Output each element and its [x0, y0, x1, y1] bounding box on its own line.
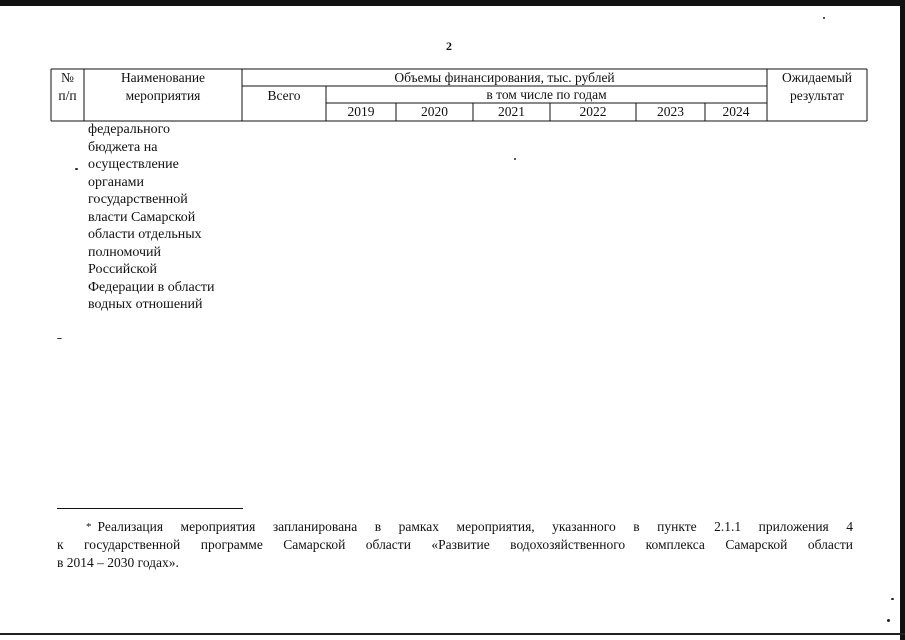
header-result-line2: результат — [789, 88, 845, 103]
footnote-line — [57, 536, 853, 554]
measure-name-line: водных отношений — [88, 297, 203, 312]
measure-name-line: Федерации в области — [88, 279, 215, 295]
header-name-line2: мероприятия — [125, 88, 201, 103]
footnote-line — [57, 554, 853, 572]
header-year-2020: 2020 — [421, 104, 448, 119]
header-name-line1: Наименование — [120, 70, 206, 85]
measure-name-continued — [88, 121, 248, 314]
footnote-marker: * — [86, 521, 92, 533]
header-year-2024: 2024 — [722, 104, 750, 119]
scan-speck — [57, 338, 62, 339]
footnote-line-1: Реализация мероприятия запланирована в рамках мероприятия, указанного в пункте 2.1.1 приложения 4 — [97, 519, 853, 534]
header-result-line1: Ожидаемый — [782, 70, 852, 85]
header-funding: Объемы финансирования, тыс. рублей — [394, 70, 615, 85]
header-by-years: в том числе по годам — [486, 87, 607, 102]
header-total: Всего — [267, 88, 301, 103]
scan-speck — [75, 168, 78, 170]
measure-name-line: Российской — [88, 262, 157, 277]
scan-speck — [887, 619, 890, 622]
header-year-2022: 2022 — [579, 104, 607, 119]
measure-name-line: государственной — [88, 192, 188, 207]
scan-speck — [823, 17, 825, 19]
measure-name-line: федерального — [88, 122, 171, 137]
measure-name-line: бюджета на — [88, 139, 158, 155]
header-year-2023: 2023 — [657, 104, 684, 119]
measure-name-line: органами — [88, 174, 145, 190]
measure-name-line: осуществление — [88, 157, 179, 172]
footnote-line-3: в 2014 – 2030 годах». — [57, 555, 179, 570]
header-number-line1: № — [61, 70, 74, 85]
header-number-line2: п/п — [58, 88, 77, 103]
footnote-line-2: к государственной программе Самарской области «Развитие водохозяйственного комплекса Самарской области — [57, 537, 853, 552]
measure-name-line: области отдельных — [88, 227, 202, 242]
measure-name-line: власти Самарской — [88, 209, 196, 225]
footnote — [57, 518, 853, 572]
scan-speck — [514, 158, 516, 160]
measure-name-line: полномочий — [88, 244, 162, 260]
header-year-2021: 2021 — [498, 104, 525, 119]
scan-speck — [891, 598, 894, 600]
page-number: 2 — [446, 39, 452, 53]
footnote-line — [57, 518, 853, 536]
header-year-2019: 2019 — [347, 104, 375, 119]
footnote-separator — [57, 508, 243, 509]
